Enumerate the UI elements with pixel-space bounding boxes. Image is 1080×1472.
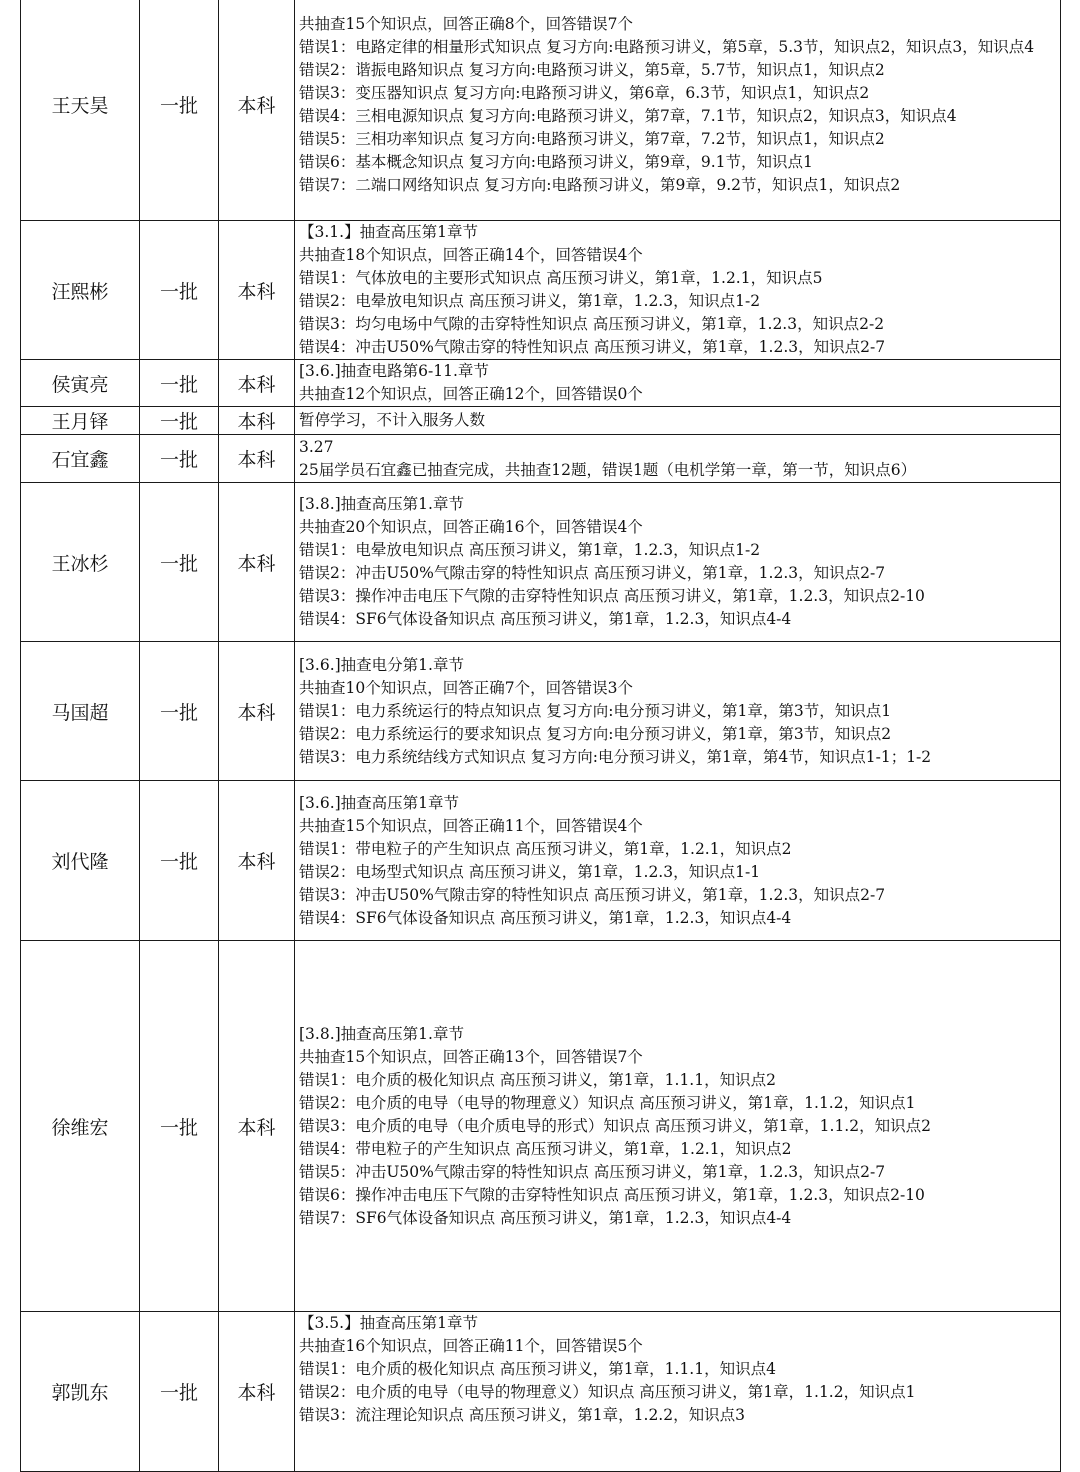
batch-cell: 一批 — [140, 941, 219, 1312]
detail-line: 错误3：电力系统结线方式知识点 复习方向:电分预习讲义，第1章，第4节，知识点1-1；1-2 — [299, 747, 932, 766]
student-name: 郭凯东 — [21, 1312, 140, 1472]
detail-line: 暂停学习，不计入服务人数 — [299, 411, 486, 429]
detail-cell — [295, 781, 1061, 941]
detail-line: 错误2：电力系统运行的要求知识点 复习方向:电分预习讲义，第1章，第3节，知识点2 — [299, 724, 892, 743]
detail-line: 错误5：三相功率知识点 复习方向:电路预习讲义，第7章，7.2节，知识点1，知识点2 — [299, 129, 885, 148]
detail-line: 共抽查20个知识点，回答正确16个，回答错误4个 — [299, 518, 643, 536]
batch-cell: 一批 — [140, 781, 219, 941]
table-row — [21, 360, 1061, 407]
detail-line: 错误4：三相电源知识点 复习方向:电路预习讲义，第7章，7.1节，知识点2，知识点3，知识点4 — [299, 106, 957, 125]
detail-cell — [295, 407, 1061, 435]
detail-line: 共抽查15个知识点，回答正确13个，回答错误7个 — [299, 1047, 643, 1066]
detail-line: 错误1：带电粒子的产生知识点 高压预习讲义，第1章，1.2.1，知识点2 — [299, 839, 792, 858]
detail-line: 错误1：气体放电的主要形式知识点 高压预习讲义，第1章，1.2.1，知识点5 — [299, 269, 823, 287]
detail-cell — [295, 221, 1061, 360]
detail-line: 错误6：基本概念知识点 复习方向:电路预习讲义，第9章，9.1节，知识点1 — [299, 152, 813, 171]
detail-cell — [295, 1312, 1061, 1472]
detail-line: 错误2：电介质的电导（电导的物理意义）知识点 高压预习讲义，第1章，1.1.2，知识点1 — [299, 1093, 916, 1112]
detail-line: 错误2：电晕放电知识点 高压预习讲义，第1章，1.2.3，知识点1-2 — [299, 292, 761, 310]
table-row — [21, 435, 1061, 483]
batch-cell: 一批 — [140, 1312, 219, 1472]
batch-cell: 一批 — [140, 435, 219, 483]
table-row — [21, 642, 1061, 781]
detail-line: 错误4：SF6气体设备知识点 高压预习讲义，第1章，1.2.3，知识点4-4 — [299, 610, 792, 628]
detail-line: [3.6.]抽查电分第1.章节 — [299, 655, 464, 674]
detail-line: 共抽查12个知识点，回答正确12个，回答错误0个 — [299, 385, 643, 403]
detail-line: 错误3：电介质的电导（电介质电导的形式）知识点 高压预习讲义，第1章，1.1.2，知识点2 — [299, 1116, 931, 1135]
detail-line: 错误1：电介质的极化知识点 高压预习讲义，第1章，1.1.1，知识点2 — [299, 1070, 776, 1089]
batch-cell: 一批 — [140, 0, 219, 221]
table-row — [21, 407, 1061, 435]
table-row — [21, 483, 1061, 642]
level-cell: 本科 — [219, 360, 295, 407]
level-cell: 本科 — [219, 483, 295, 642]
detail-line: 错误1：电路定律的相量形式知识点 复习方向:电路预习讲义，第5章，5.3节，知识点2，知识点3，知识点4 — [299, 37, 1035, 56]
detail-line: 错误6：操作冲击电压下气隙的击穿特性知识点 高压预习讲义，第1章，1.2.3，知识点2-10 — [299, 1185, 925, 1204]
batch-cell: 一批 — [140, 642, 219, 781]
table-row — [21, 0, 1061, 221]
table-row — [21, 221, 1061, 360]
student-name: 徐维宏 — [21, 941, 140, 1312]
detail-line: 错误2：冲击U50%气隙击穿的特性知识点 高压预习讲义，第1章，1.2.3，知识点2-7 — [299, 564, 886, 582]
detail-line: 共抽查18个知识点，回答正确14个，回答错误4个 — [299, 246, 643, 264]
detail-cell — [295, 941, 1061, 1312]
detail-cell — [295, 642, 1061, 781]
level-cell: 本科 — [219, 221, 295, 360]
detail-line: 25届学员石宜鑫已抽查完成，共抽查12题，错误1题（电机学第一章，第一节，知识点6） — [299, 460, 917, 479]
detail-line: [3.8.]抽查高压第1.章节 — [299, 495, 464, 513]
detail-line: 错误3：均匀电场中气隙的击穿特性知识点 高压预习讲义，第1章，1.2.3，知识点2-2 — [299, 315, 885, 333]
level-cell: 本科 — [219, 0, 295, 221]
table-row — [21, 1312, 1061, 1472]
detail-line: 错误4：带电粒子的产生知识点 高压预习讲义，第1章，1.2.1，知识点2 — [299, 1139, 792, 1158]
student-name: 刘代隆 — [21, 781, 140, 941]
detail-line: 错误1：电晕放电知识点 高压预习讲义，第1章，1.2.3，知识点1-2 — [299, 541, 761, 559]
student-name: 石宜鑫 — [21, 435, 140, 483]
detail-cell — [295, 483, 1061, 642]
detail-line: 3.27 — [299, 437, 334, 456]
table-row — [21, 781, 1061, 941]
detail-line: 共抽查16个知识点，回答正确11个，回答错误5个 — [299, 1337, 643, 1355]
student-name: 王天昊 — [21, 0, 140, 221]
level-cell: 本科 — [219, 407, 295, 435]
student-name: 王月铎 — [21, 407, 140, 435]
detail-line: 错误3：操作冲击电压下气隙的击穿特性知识点 高压预习讲义，第1章，1.2.3，知识点2-10 — [299, 587, 925, 605]
table-row — [21, 941, 1061, 1312]
detail-line: 共抽查15个知识点，回答正确11个，回答错误4个 — [299, 816, 643, 835]
detail-cell — [295, 360, 1061, 407]
detail-cell — [295, 0, 1061, 221]
level-cell: 本科 — [219, 435, 295, 483]
detail-line: [3.6.]抽查电路第6-11.章节 — [299, 362, 489, 380]
detail-line: 错误3：变压器知识点 复习方向:电路预习讲义，第6章，6.3节，知识点1，知识点2 — [299, 83, 870, 102]
detail-line: [3.6.]抽查高压第1章节 — [299, 793, 460, 812]
level-cell: 本科 — [219, 642, 295, 781]
batch-cell: 一批 — [140, 221, 219, 360]
detail-line: 错误2：谐振电路知识点 复习方向:电路预习讲义，第5章，5.7节，知识点1，知识点2 — [299, 60, 885, 79]
detail-line: 共抽查10个知识点，回答正确7个，回答错误3个 — [299, 678, 633, 697]
student-name: 侯寅亮 — [21, 360, 140, 407]
level-cell: 本科 — [219, 1312, 295, 1472]
detail-line: 错误3：流注理论知识点 高压预习讲义，第1章，1.2.2，知识点3 — [299, 1406, 745, 1424]
detail-line: 错误7：SF6气体设备知识点 高压预习讲义，第1章，1.2.3，知识点4-4 — [299, 1208, 792, 1227]
level-cell: 本科 — [219, 941, 295, 1312]
detail-line: [3.8.]抽查高压第1.章节 — [299, 1024, 464, 1043]
detail-cell — [295, 435, 1061, 483]
detail-line: 错误5：冲击U50%气隙击穿的特性知识点 高压预习讲义，第1章，1.2.3，知识点2-7 — [299, 1162, 886, 1181]
level-cell: 本科 — [219, 781, 295, 941]
student-name: 王冰杉 — [21, 483, 140, 642]
detail-line: 错误4：冲击U50%气隙击穿的特性知识点 高压预习讲义，第1章，1.2.3，知识点2-7 — [299, 338, 886, 356]
batch-cell: 一批 — [140, 483, 219, 642]
student-name: 马国超 — [21, 642, 140, 781]
detail-line: 错误2：电介质的电导（电导的物理意义）知识点 高压预习讲义，第1章，1.1.2，知识点1 — [299, 1383, 916, 1401]
batch-cell: 一批 — [140, 407, 219, 435]
detail-line: 错误4：SF6气体设备知识点 高压预习讲义，第1章，1.2.3，知识点4-4 — [299, 908, 792, 927]
detail-line: 错误7：二端口网络知识点 复习方向:电路预习讲义，第9章，9.2节，知识点1，知识点2 — [299, 175, 901, 194]
detail-line: 【3.5.】抽查高压第1章节 — [299, 1314, 478, 1332]
detail-line: 错误3：冲击U50%气隙击穿的特性知识点 高压预习讲义，第1章，1.2.3，知识点2-7 — [299, 885, 886, 904]
batch-cell: 一批 — [140, 360, 219, 407]
detail-line: 错误2：电场型式知识点 高压预习讲义，第1章，1.2.3，知识点1-1 — [299, 862, 761, 881]
detail-line: 错误1：电介质的极化知识点 高压预习讲义，第1章，1.1.1，知识点4 — [299, 1360, 776, 1378]
detail-line: 共抽查15个知识点，回答正确8个，回答错误7个 — [299, 14, 633, 33]
inspection-table — [20, 0, 1061, 1472]
student-name: 汪熙彬 — [21, 221, 140, 360]
detail-line: 【3.1.】抽查高压第1章节 — [299, 223, 478, 241]
detail-line: 错误1：电力系统运行的特点知识点 复习方向:电分预习讲义，第1章，第3节，知识点1 — [299, 701, 892, 720]
